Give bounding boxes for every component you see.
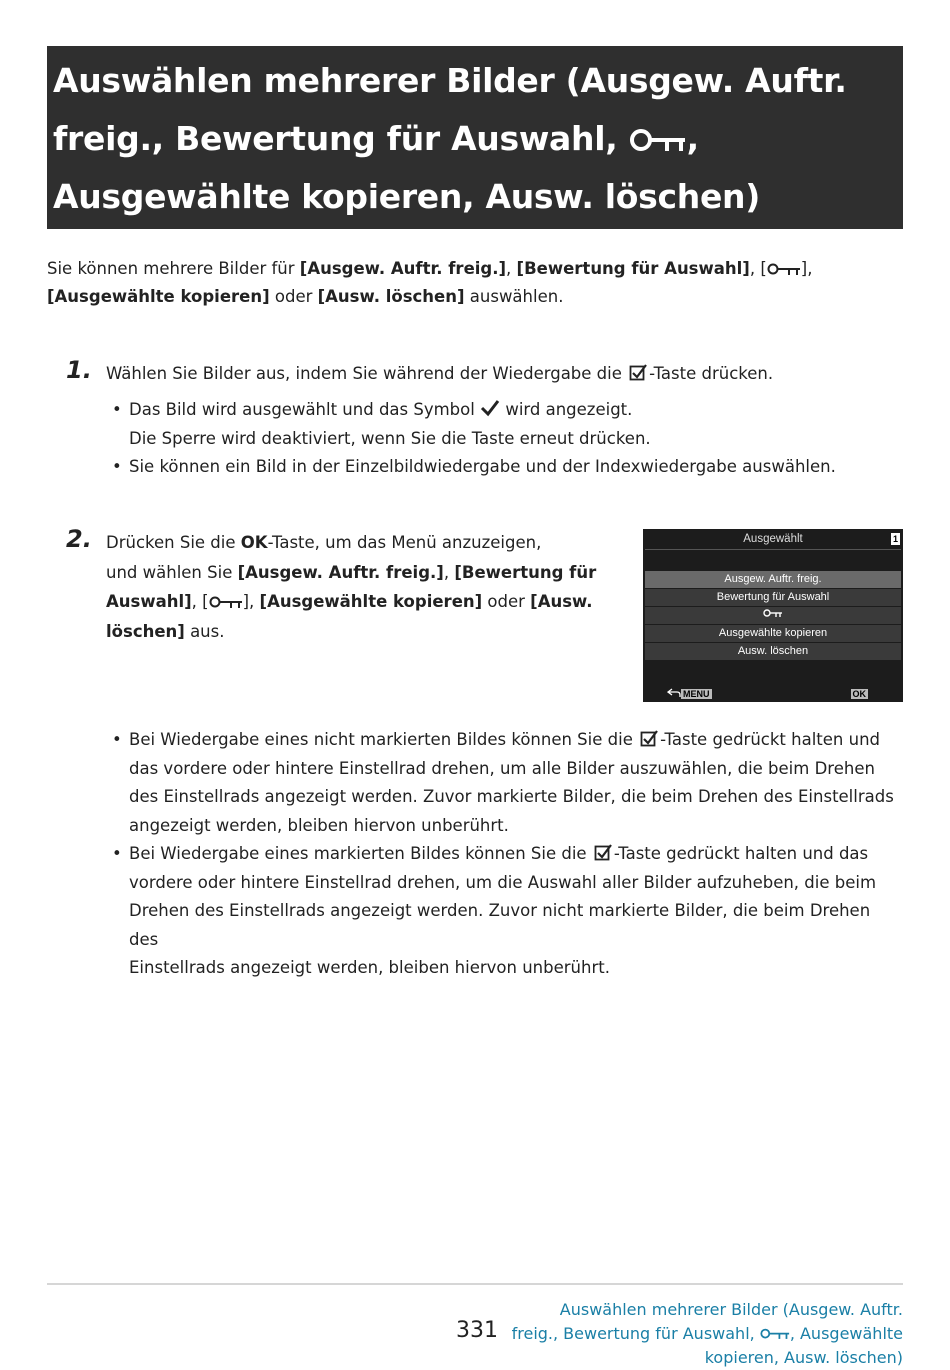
list-item: • Bei Wiedergabe eines nicht markierten Bildes können Sie die -Taste gedrückt halten und	[112, 730, 880, 749]
list-item-continued: Drehen des Einstellrads angezeigt werden. Zuvor nicht markierte Bilder, die beim Drehen des	[129, 901, 871, 949]
title-line-1: Auswählen mehrerer Bilder (Ausgew. Auftr.	[53, 61, 847, 100]
list-item: • Sie können ein Bild in der Einzelbildwiedergabe und der Indexwiedergabe auswählen.	[112, 457, 836, 476]
list-item-continued: angezeigt werden, bleiben hiervon unberührt.	[129, 815, 509, 835]
screen-header: Ausgewählt	[743, 533, 803, 545]
section-link-line[interactable]: kopieren, Ausw. löschen)	[704, 1348, 903, 1367]
camera-menu-screen	[643, 529, 903, 702]
checkbox-icon	[640, 730, 658, 748]
screen-menu-item[interactable]: Ausgew. Auftr. freig.	[645, 571, 901, 588]
list-item-continued: Einstellrads angezeigt werden, bleiben hiervon unberührt.	[129, 958, 610, 977]
list-item: • Bei Wiedergabe eines markierten Bildes können Sie die -Taste gedrückt halten und das	[112, 844, 869, 863]
screen-menu-item[interactable]: Ausgewählte kopieren	[645, 625, 901, 642]
key-icon	[760, 1328, 790, 1341]
section-link[interactable]	[503, 1298, 903, 1370]
screen-menu-item[interactable]: Bewertung für Auswahl	[645, 589, 901, 606]
screen-divider	[645, 549, 901, 550]
page-number: 331	[456, 1318, 498, 1343]
checkbox-icon	[594, 844, 612, 862]
back-arrow-icon	[667, 688, 681, 698]
title-line-3: Ausgewählte kopieren, Ausw. löschen)	[53, 177, 761, 216]
screen-ok-hint: OK	[852, 689, 866, 699]
screen-menu-item-protect[interactable]	[645, 607, 901, 624]
key-icon	[209, 596, 243, 610]
intro-paragraph: Sie können mehrere Bilder für [Ausgew. Auftr. freig.], [Bewertung für Auswahl], [ ], [Ausgewählte kopieren] oder [Ausw. löschen] auswählen.	[47, 259, 813, 306]
screen-count-badge: 1	[892, 534, 898, 544]
screen-menu-item[interactable]: Ausw. löschen	[645, 643, 901, 660]
step-1-bullets	[112, 396, 836, 482]
list-item-continued: vordere oder hintere Einstellrad drehen, um die Auswahl aller Bilder aufzuheben, die beim	[129, 872, 877, 892]
checkbox-icon	[629, 364, 647, 382]
step-1-number: 1.	[66, 356, 92, 384]
step-1-text: Wählen Sie Bilder aus, indem Sie während der Wiedergabe die -Taste drücken.	[106, 364, 774, 383]
intro-bold-3: [Ausgewählte kopieren]	[47, 287, 270, 306]
screen-back-hint: MENU	[667, 688, 712, 699]
step-2-number: 2.	[66, 525, 92, 553]
key-icon	[763, 609, 783, 619]
list-item-continued: Die Sperre wird deaktiviert, wenn Sie die Taste erneut drücken.	[129, 428, 651, 448]
list-item-continued: des Einstellrads angezeigt werden. Zuvor markierte Bilder, die beim Drehen des Einstellrads	[129, 787, 894, 806]
checkmark-icon	[480, 399, 500, 417]
title-line-2: freig., Bewertung für Auswahl, ,	[53, 119, 699, 158]
list-item-continued: das vordere oder hintere Einstellrad drehen, um alle Bilder auszuwählen, die beim Drehen	[129, 758, 875, 778]
intro-bold-1: [Ausgew. Auftr. freig.]	[299, 259, 507, 278]
step-2-text: Drücken Sie die OK-Taste, um das Menü anzuzeigen, und wählen Sie [Ausgew. Auftr. freig.], [Bewertung für Auswahl], [ ], [Ausgewählte kopieren] oder [Ausw. löschen] aus.	[106, 533, 597, 641]
list-item: • Das Bild wird ausgewählt und das Symbol wird angezeigt.	[112, 400, 633, 419]
key-icon	[629, 128, 687, 154]
intro-bold-4: [Ausw. löschen]	[317, 287, 465, 306]
page-title	[47, 46, 903, 229]
key-icon	[767, 263, 801, 277]
intro-bold-2: [Bewertung für Auswahl]	[516, 259, 750, 278]
section-link-line[interactable]: freig., Bewertung für Auswahl, , Ausgewählte	[511, 1324, 903, 1343]
footer-divider	[47, 1283, 903, 1285]
section-link-line[interactable]: Auswählen mehrerer Bilder (Ausgew. Auftr.	[559, 1300, 903, 1319]
notes-list	[112, 726, 902, 983]
